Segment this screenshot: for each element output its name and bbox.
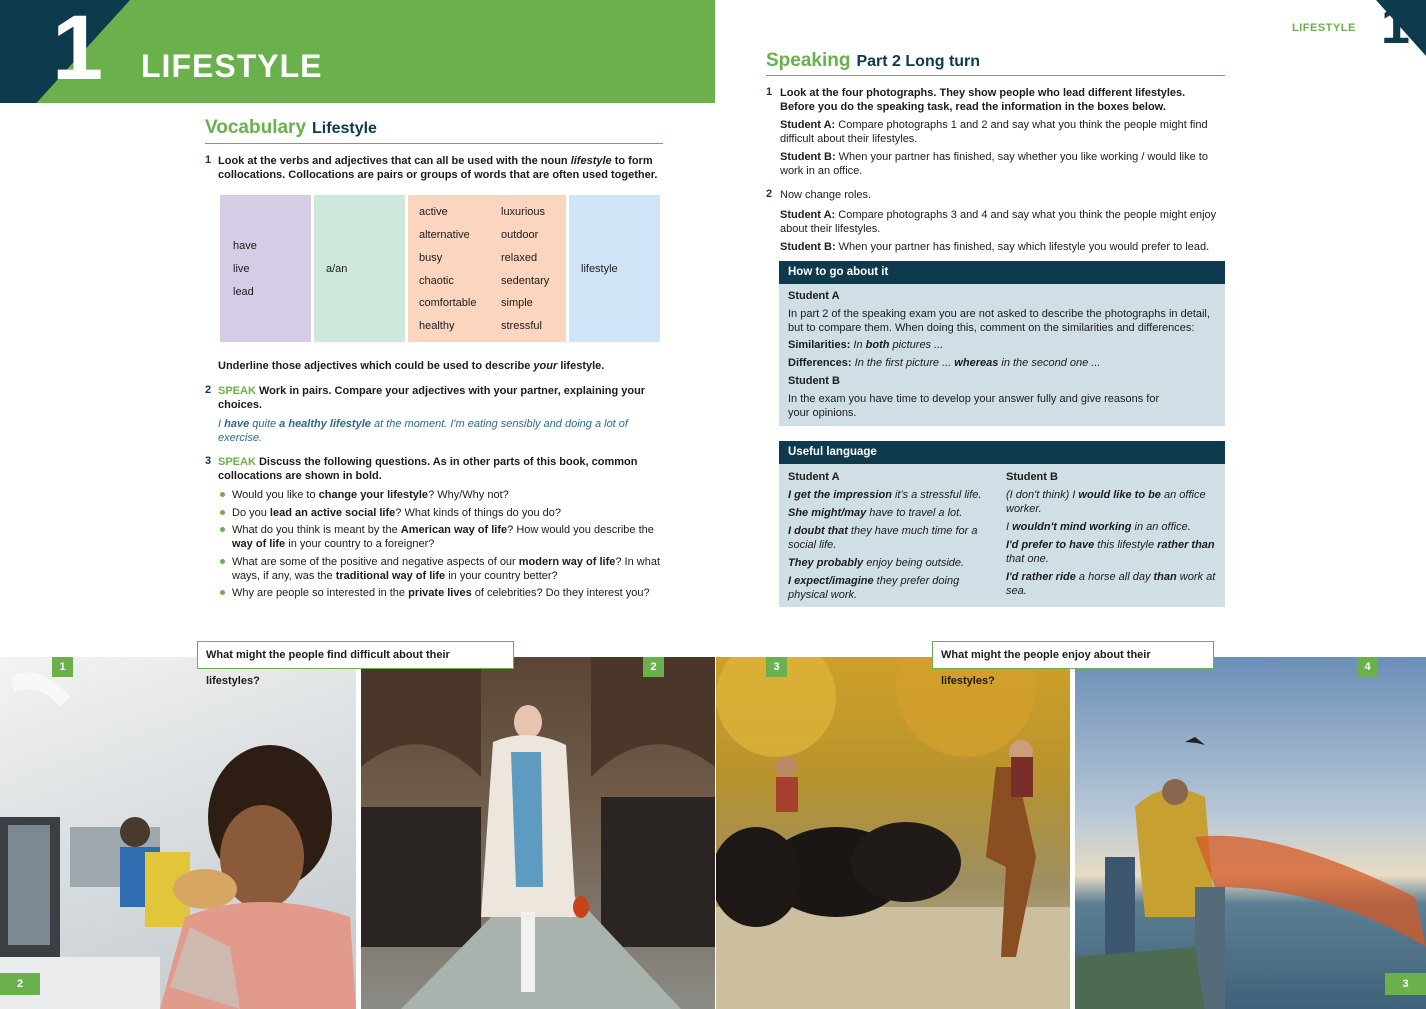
- adjective-item: active: [419, 206, 448, 218]
- column-label: Student B: [1006, 471, 1058, 483]
- differences-line: Differences: In the first picture ... whereas in the second one ...: [788, 357, 1101, 369]
- phrase: I doubt that they have much time for a social life.: [788, 525, 978, 551]
- speak-instruction-2: SPEAK Work in pairs. Compare your adjectives with your partner, explaining your choices.: [218, 385, 646, 411]
- adjective-item: simple: [501, 297, 533, 309]
- verbs-column: [220, 195, 311, 342]
- sea-scene: [1075, 657, 1426, 1009]
- office-scene: [0, 657, 356, 1009]
- adjective-item: outdoor: [501, 229, 539, 241]
- verb-item: lead: [233, 286, 254, 298]
- chapter-title: LIFESTYLE: [141, 48, 323, 84]
- question-number: 1: [766, 86, 773, 98]
- similarities-line: Similarities: In both pictures ...: [788, 339, 944, 351]
- phrase: I'd prefer to have this lifestyle rather than that one.: [1006, 539, 1215, 565]
- student-a-label: Student A: [788, 290, 840, 302]
- how-to-box: [779, 261, 1225, 426]
- list-item: Do you lead an active social life? What kinds of things do you do?: [218, 506, 666, 520]
- phrase: I get the impression it's a stressful life.: [788, 489, 982, 501]
- student-a-task-2: Student A: Compare photographs 3 and 4 and say what you think the people might enjoy about their lifestyles.: [780, 209, 1217, 235]
- speak-instruction-3: SPEAK Discuss the following questions. As in other parts of this book, common collocations are shown in bold.: [218, 456, 638, 482]
- noun-column: [569, 195, 660, 342]
- adjective-item: comfortable: [419, 297, 477, 309]
- speaking-instruction: Look at the four photographs. They show people who lead different lifestyles. Before you do the speaking task, read the information in the boxes below.: [780, 87, 1186, 113]
- adjective-item: alternative: [419, 229, 470, 241]
- adjective-item: sedentary: [501, 275, 550, 287]
- question-number: 3: [205, 455, 212, 467]
- adjective-item: luxurious: [501, 206, 546, 218]
- phrase: (I don't think) I would like to be an office worker.: [1006, 489, 1206, 515]
- question-number: 2: [205, 384, 212, 396]
- section-subtitle: Part 2 Long turn: [856, 53, 981, 70]
- noun-item: lifestyle: [581, 263, 618, 275]
- phrase: I wouldn't mind working in an office.: [1006, 521, 1191, 533]
- student-b-task-2: Student B: When your partner has finished, say which lifestyle you would prefer to lead.: [780, 241, 1210, 253]
- list-item: Would you like to change your lifestyle? Why/Why not?: [218, 488, 666, 502]
- adjective-item: relaxed: [501, 252, 538, 264]
- corner-chapter-number: 1: [1381, 0, 1410, 55]
- list-item: What do you think is meant by the American way of life? How would you describe the way of life in your country to a foreigner?: [218, 523, 666, 551]
- example-sentence: I have quite a healthy lifestyle at the moment. I'm eating sensibly and doing a lot of exercise.: [218, 418, 628, 444]
- photo-question-right: What might the people enjoy about their lifestyles?: [932, 641, 1214, 669]
- section-title: Speaking: [766, 50, 851, 71]
- vocab-instruction: Look at the verbs and adjectives that can all be used with the noun lifestyle to form collocations. Collocations are pairs or groups of words that are often used together.: [218, 155, 658, 181]
- photo-tag-2: 2: [643, 657, 664, 677]
- useful-language-box: [779, 441, 1225, 607]
- section-title: Vocabulary: [205, 117, 307, 138]
- list-item: Why are people so interested in the private lives of celebrities? Do they interest you?: [218, 586, 666, 600]
- photo-fashion-model: [361, 657, 715, 1009]
- photo-tag-4: 4: [1357, 657, 1378, 677]
- student-a-phrases: [788, 470, 993, 602]
- student-b-task: Student B: When your partner has finished, say whether you like working / would like to work in an office.: [780, 151, 1208, 177]
- student-a-task: Student A: Compare photographs 1 and 2 and say what you think the people might find difficult about their lifestyles.: [780, 119, 1208, 145]
- underline-instruction: Underline those adjectives which could be used to describe your lifestyle.: [218, 360, 605, 372]
- student-b-label: Student B: [788, 375, 840, 387]
- question-number: 2: [766, 188, 773, 200]
- runway-scene: [361, 657, 715, 1009]
- column-label: Student A: [788, 471, 840, 483]
- box-title: Useful language: [779, 441, 1225, 464]
- photo-tag-3: 3: [766, 657, 787, 677]
- speaking-heading: [766, 50, 980, 72]
- adjective-item: busy: [419, 252, 443, 264]
- phrase: I'd rather ride a horse all day than work at sea.: [1006, 571, 1216, 597]
- student-b-phrases: [1006, 470, 1216, 598]
- box-title: How to go about it: [779, 261, 1225, 284]
- running-head: LIFESTYLE: [1292, 22, 1356, 34]
- vocabulary-heading: [205, 117, 377, 139]
- student-b-advice: In the exam you have time to develop your answer fully and give reasons for your opinions.: [788, 393, 1160, 419]
- phrase: I expect/imagine they prefer doing physical work.: [788, 575, 960, 601]
- student-a-advice: In part 2 of the speaking exam you are not asked to describe the photographs in detail, but to compare them. When doing this, comment on the similarities and differences:: [788, 308, 1210, 334]
- chapter-number: 1: [52, 0, 104, 99]
- page-number-left: 2: [0, 973, 40, 995]
- photo-tag-1: 1: [52, 657, 73, 677]
- adjective-item: healthy: [419, 320, 455, 332]
- adjective-item: chaotic: [419, 275, 454, 287]
- adjectives-column: [408, 195, 566, 342]
- phrase: She might/may have to travel a lot.: [788, 507, 963, 519]
- verb-item: have: [233, 240, 257, 252]
- article-column: [314, 195, 405, 342]
- section-subtitle: Lifestyle: [312, 120, 377, 137]
- question-number: 1: [205, 154, 212, 166]
- adjective-item: stressful: [501, 320, 542, 332]
- page-number-right: 3: [1385, 973, 1426, 995]
- photo-fishermen: [1075, 657, 1426, 1009]
- photo-question-left: What might the people find difficult about their lifestyles?: [197, 641, 514, 669]
- article-item: a/an: [326, 263, 348, 275]
- photo-cowboys: [716, 657, 1070, 1009]
- section-rule: [205, 143, 663, 144]
- list-item: What are some of the positive and negative aspects of our modern way of life? In what ways, if any, was the traditional way of life in your country better?: [218, 555, 666, 583]
- section-rule: [766, 75, 1225, 76]
- photo-office-worker: [0, 657, 356, 1009]
- verb-item: live: [233, 263, 250, 275]
- phrase: They probably enjoy being outside.: [788, 557, 965, 569]
- ranch-scene: [716, 657, 1070, 1009]
- discussion-questions: [218, 488, 666, 604]
- change-roles: Now change roles.: [780, 189, 872, 201]
